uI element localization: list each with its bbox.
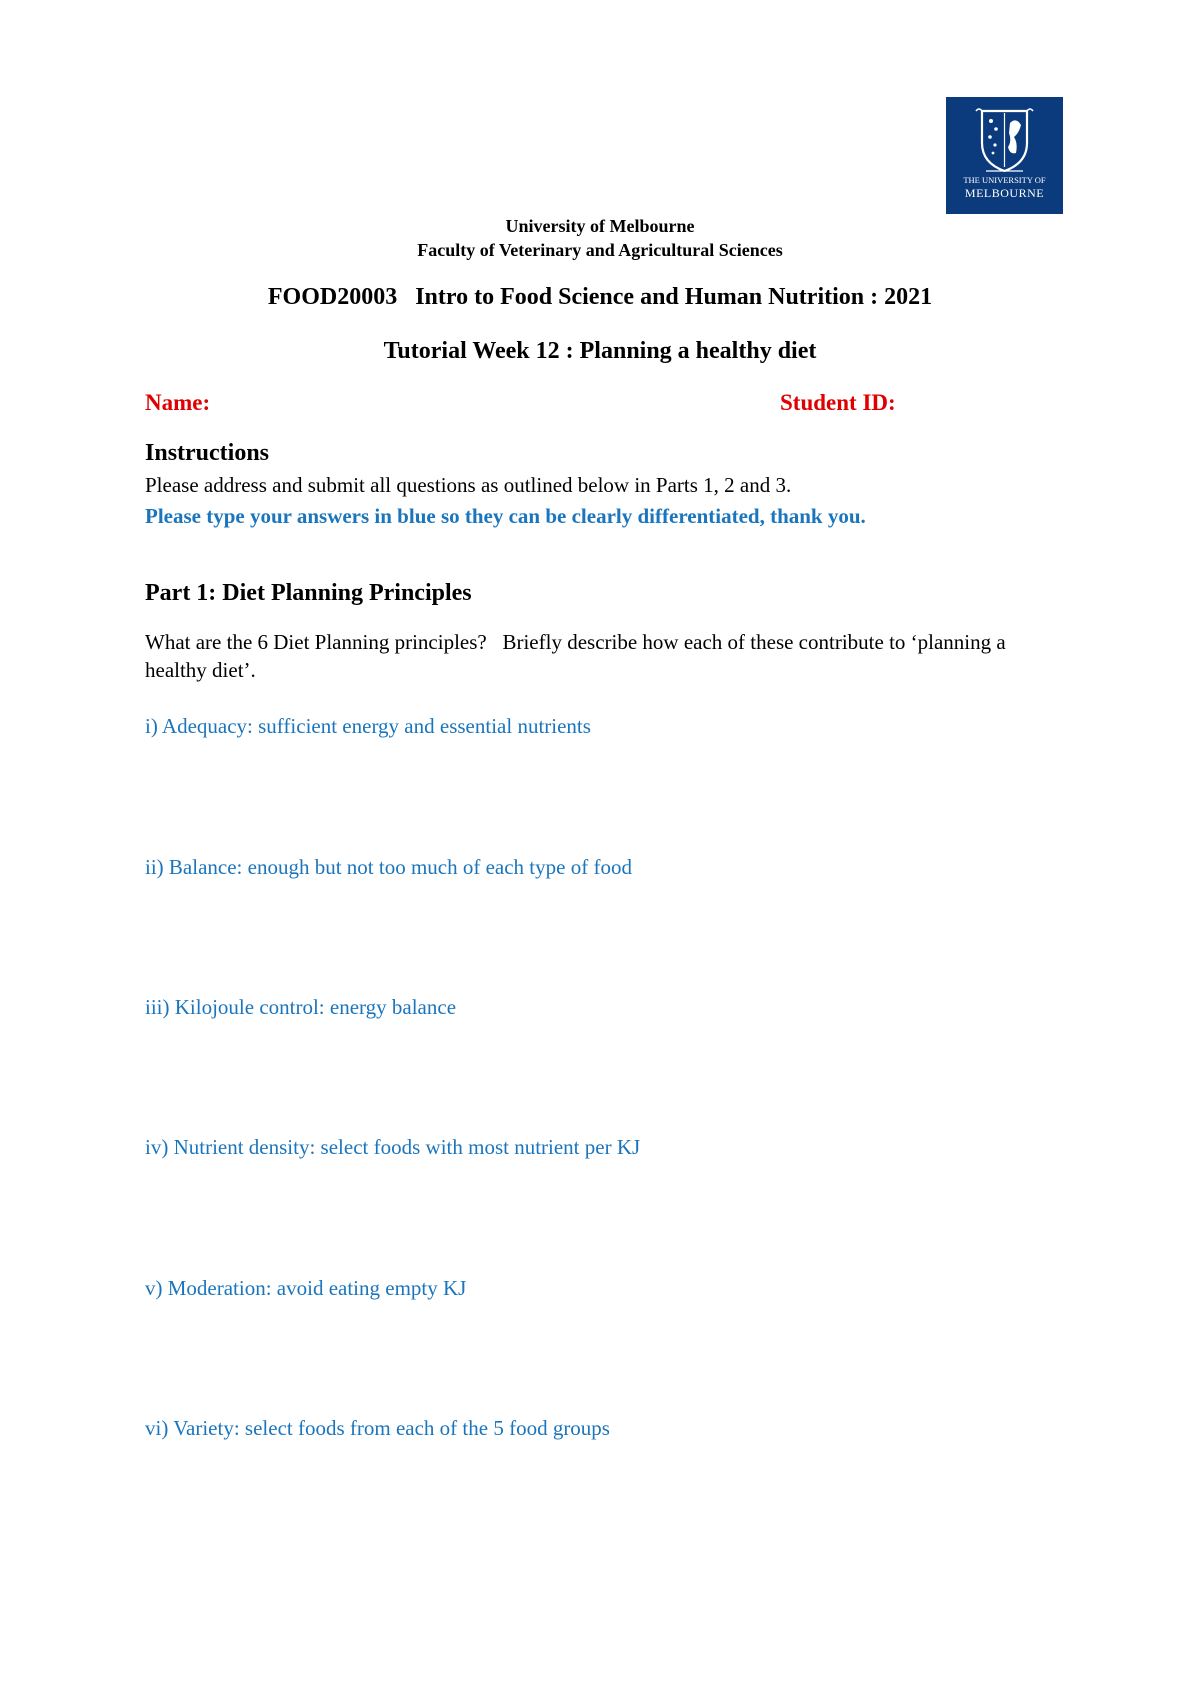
faculty-name: Faculty of Veterinary and Agricultural Sciences	[417, 240, 783, 260]
crest-icon	[946, 97, 1063, 214]
answer-moderation: v) Moderation: avoid eating empty KJ	[145, 1276, 467, 1300]
name-label: Name:	[145, 390, 211, 415]
instructions-heading: Instructions	[145, 440, 270, 466]
part1-question: What are the 6 Diet Planning principles? Briefly describe how each of these contribute to ‘planning a healthy diet’.	[145, 630, 1011, 682]
part1-heading: Part 1: Diet Planning Principles	[145, 580, 472, 606]
logo-line1: THE UNIVERSITY OF	[963, 175, 1046, 185]
logo-line2: MELBOURNE	[964, 186, 1045, 200]
instructions-blue-note: Please type your answers in blue so they can be clearly differentiated, thank you.	[145, 504, 866, 528]
answer-balance: ii) Balance: enough but not too much of each type of food	[145, 855, 632, 879]
answer-variety: vi) Variety: select foods from each of the 5 food groups	[145, 1416, 610, 1440]
university-logo	[946, 97, 1063, 214]
course-title: FOOD20003 Intro to Food Science and Human Nutrition : 2021	[267, 284, 933, 310]
student-id-label: Student ID:	[780, 390, 896, 415]
university-name: University of Melbourne	[505, 216, 695, 236]
tutorial-title: Tutorial Week 12 : Planning a healthy diet	[383, 338, 817, 364]
answer-adequacy: i) Adequacy: sufficient energy and essential nutrients	[145, 714, 591, 738]
answer-kilojoule-control: iii) Kilojoule control: energy balance	[145, 995, 457, 1019]
instructions-text: Please address and submit all questions as outlined below in Parts 1, 2 and 3.	[145, 473, 792, 497]
answer-nutrient-density: iv) Nutrient density: select foods with most nutrient per KJ	[145, 1135, 641, 1159]
